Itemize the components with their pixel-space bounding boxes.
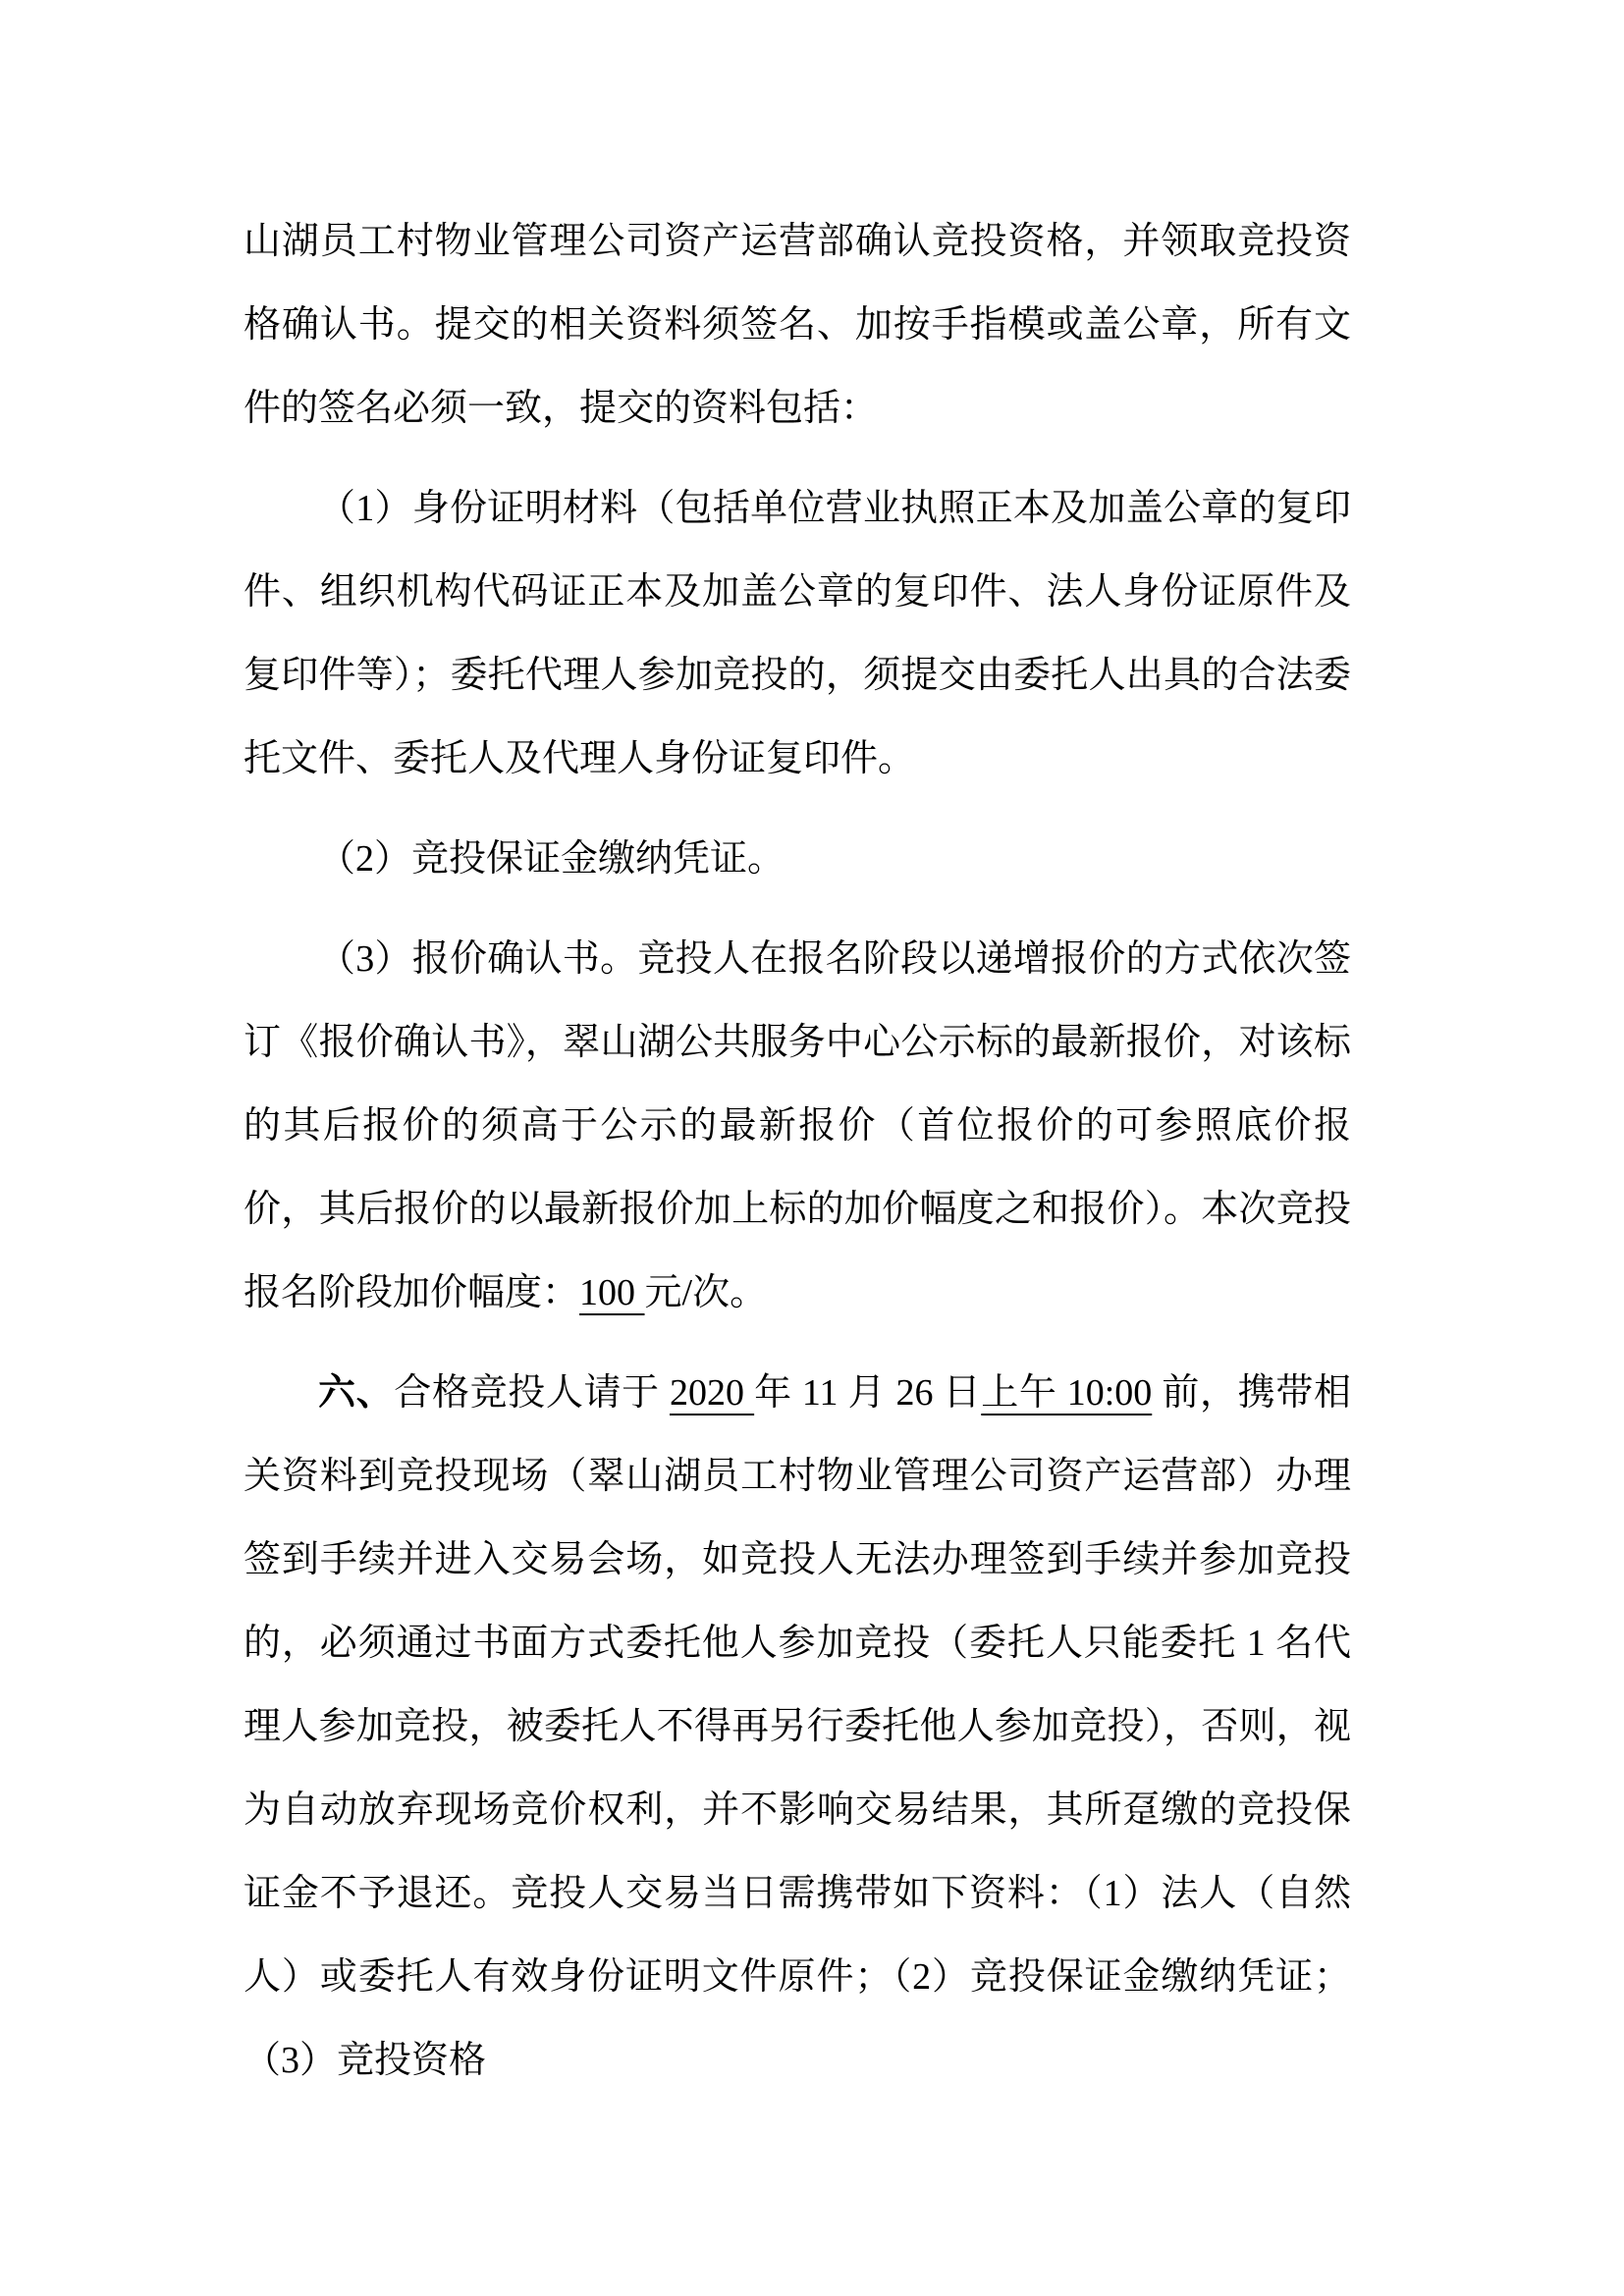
text-segment: （2）竞投保证金缴纳凭证。 (318, 838, 785, 880)
paragraph-item-1 (244, 467, 1351, 801)
paragraph-section-6 (244, 1352, 1351, 2103)
document-body (244, 200, 1351, 2119)
underlined-time-value: 上午 10:00 (981, 1372, 1153, 1414)
text-segment: （3）报价确认书。竞投人在报名阶段以递增报价的方式依次签订《报价确认书》，翠山湖公共服务中心公示标的最新报价，对该标的其后报价的须高于公示的最新报价（首位报价的可参照底价报价，其后报价的以最新报价加上标的加价幅度之和报价）。本次竞投报名阶段加价幅度： (244, 938, 1351, 1313)
text-segment: 合格竞投人请于 (394, 1372, 670, 1414)
text-segment: 年 11 月 26 日 (754, 1372, 982, 1414)
paragraph-item-2 (244, 818, 1351, 901)
text-segment: 前，携带相关资料到竞投现场（翠山湖员工村物业管理公司资产运营部）办理签到手续并进入交易会场，如竞投人无法办理签到手续并参加竞投的，必须通过书面方式委托他人参加竞投（委托人只能委托 1 名代理人参加竞投，被委托人不得再另行委托他人参加竞投），否则，视为自动放弃现场竞价权利，并不影响交易结果，其所趸缴的竞投保证金不予退还。竞投人交易当日需携带如下资料：（1）法人（自然人）或委托人有效身份证明文件原件；（2）竞投保证金缴纳凭证；（3）竞投资格 (244, 1372, 1351, 2081)
section-number-bold: 六、 (318, 1372, 395, 1414)
paragraph-item-3 (244, 918, 1351, 1335)
paragraph-intro-continuation (244, 200, 1351, 451)
underlined-year-value: 2020 (669, 1372, 755, 1414)
text-segment: 元/次。 (644, 1272, 768, 1313)
text-segment: （1）身份证明材料（包括单位营业执照正本及加盖公章的复印件、组织机构代码证正本及加盖公章的复印件、法人身份证原件及复印件等）；委托代理人参加竞投的，须提交由委托人出具的合法委托文件、委托人及代理人身份证复印件。 (244, 488, 1351, 779)
underlined-increment-value: 100 (579, 1272, 645, 1313)
text-segment: 山湖员工村物业管理公司资产运营部确认竞投资格，并领取竞投资格确认书。提交的相关资料须签名、加按手指模或盖公章，所有文件的签名必须一致，提交的资料包括： (244, 221, 1351, 429)
